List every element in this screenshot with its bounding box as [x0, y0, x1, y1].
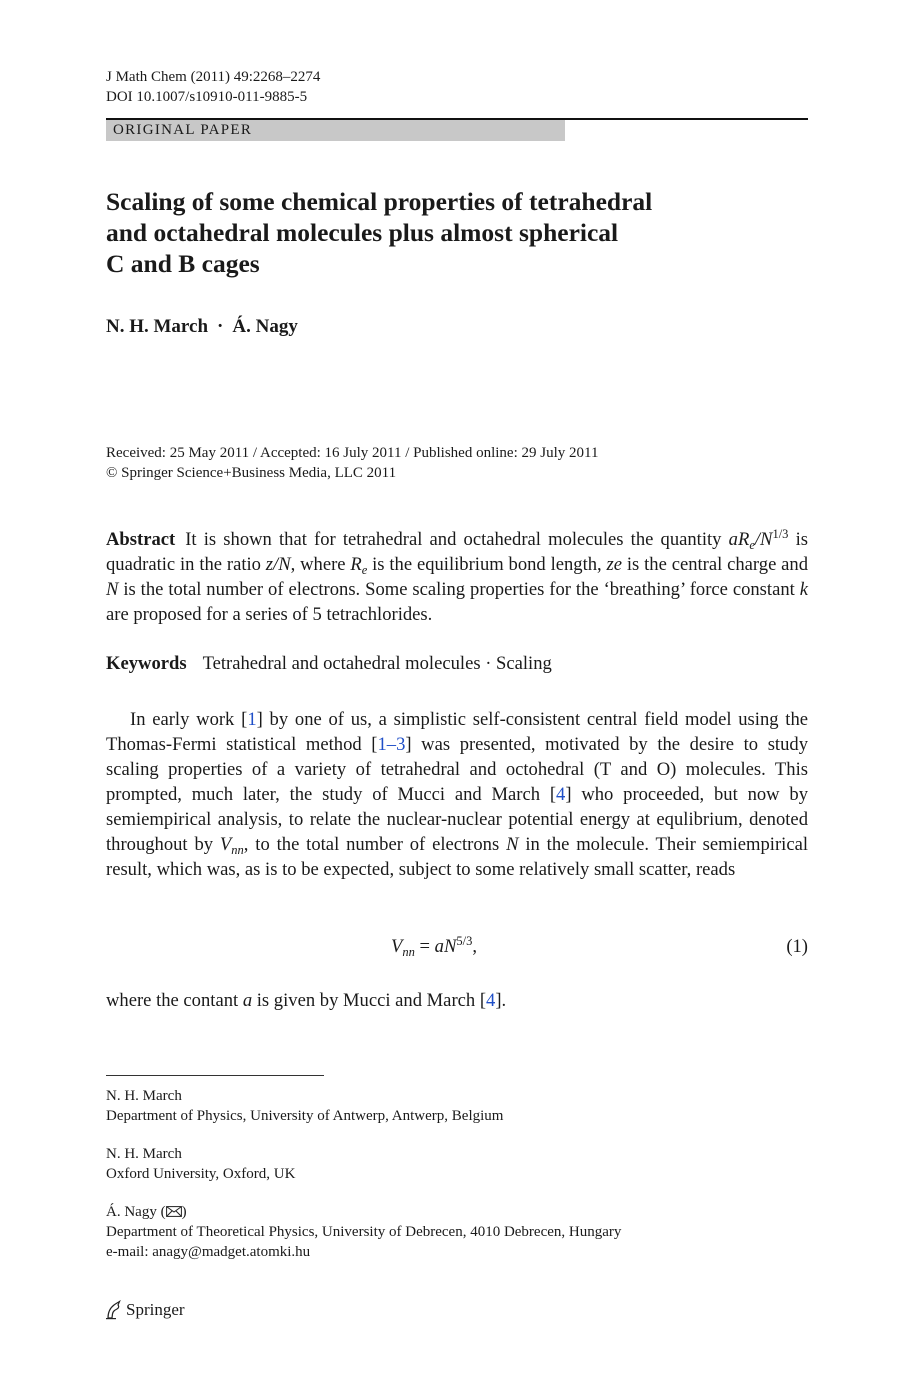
affiliation — [106, 1202, 621, 1262]
title-line: C and B cages — [106, 249, 260, 278]
affiliation-address: Department of Physics, University of Antwerp, Antwerp, Belgium — [106, 1108, 504, 1124]
article-type-bar — [106, 120, 565, 141]
math-term: aN — [434, 936, 457, 957]
math-var: /N — [754, 529, 773, 550]
body-text: In early work [ — [130, 709, 248, 730]
abstract-text: is the total number of electrons. Some scaling properties for the ‘breathing’ force constant — [118, 579, 800, 600]
abstract-text: are proposed for a series of 5 tetrachlorides. — [106, 604, 433, 625]
journal-citation: J Math Chem (2011) 49:2268–2274 — [106, 69, 321, 85]
math-sub: e — [361, 563, 368, 577]
math-term: k — [799, 579, 808, 600]
math-operator: = — [414, 936, 435, 957]
math-term: a — [242, 990, 253, 1011]
affiliation-name: Á. Nagy — [106, 1204, 157, 1220]
springer-horse-icon — [104, 1300, 122, 1320]
body-text: ] who proceeded, but now by semiempirical analysis, to relate the nuclear-nuclear potential energy at equlibrium, denoted throughout by — [106, 784, 808, 855]
math-sup: 1/3 — [772, 527, 789, 541]
abstract-text: , where — [290, 554, 351, 575]
body-text: , to the total number of electrons — [243, 834, 507, 855]
math-term: R — [350, 554, 362, 575]
math-sub: e — [749, 538, 755, 552]
math-term: V — [391, 936, 403, 957]
body-text: ] was presented, motivated by the desire to study scaling properties of a variety of tetrahedral and octohedral (T and O) molecules. This prompted, much later, the study of Mucci and March [ — [106, 734, 808, 805]
affiliation-name: N. H. March — [106, 1088, 182, 1104]
body-text: in the molecule. Their semiempirical result, which was, as is to be expected, subject to some relatively small scatter, reads — [106, 834, 808, 880]
equation-number: (1) — [786, 936, 808, 957]
body-text: ] by one of us, a simplistic self-consistent central field model using the Thomas-Fermi statistical method [ — [106, 709, 808, 755]
equation-body — [391, 934, 477, 959]
publisher-footer — [104, 1299, 185, 1321]
footnote-rule — [106, 1075, 324, 1076]
email-address[interactable]: e-mail: anagy@madget.atomki.hu — [106, 1244, 311, 1260]
math-sup: 5/3 — [456, 934, 473, 948]
author-name: Á. Nagy — [232, 316, 298, 337]
citation-link[interactable]: 4 — [486, 990, 496, 1011]
dates-line: Received: 25 May 2011 / Accepted: 16 July 2011 / Published online: 29 July 2011 — [106, 445, 599, 461]
author-separator: · — [217, 316, 224, 337]
keywords — [106, 651, 552, 676]
envelope-icon[interactable] — [166, 1206, 182, 1217]
math-term: ze — [606, 554, 623, 575]
title-line: Scaling of some chemical properties of tetrahedral — [106, 187, 653, 216]
doi: DOI 10.1007/s10910-011-9885-5 — [106, 89, 308, 105]
math-term — [729, 529, 773, 550]
abstract-text: is the equilibrium bond length, — [367, 554, 607, 575]
citation-link[interactable]: 4 — [556, 784, 566, 805]
affiliation — [106, 1144, 295, 1184]
copyright-line: © Springer Science+Business Media, LLC 2011 — [106, 465, 397, 481]
affiliation-name: N. H. March — [106, 1146, 182, 1162]
affiliation-address: Oxford University, Oxford, UK — [106, 1166, 296, 1182]
abstract — [106, 527, 808, 627]
affiliation — [106, 1086, 503, 1126]
math-sub: nn — [402, 945, 415, 959]
publication-history — [106, 443, 598, 483]
abstract-text: is the central charge and — [622, 554, 809, 575]
author-name: N. H. March — [106, 316, 209, 337]
after-equation-text — [106, 988, 506, 1013]
corresponding-author: Á. Nagy ( ) — [106, 1204, 187, 1220]
keywords-label: Keywords — [106, 653, 187, 674]
abstract-label: Abstract — [106, 529, 176, 550]
abstract-text: is quadratic in the ratio — [106, 529, 808, 575]
math-term: z/N — [265, 554, 291, 575]
math-term: V — [219, 834, 232, 855]
affiliation-address: Department of Theoretical Physics, University of Debrecen, 4010 Debrecen, Hungary — [106, 1224, 622, 1240]
abstract-text: It is shown that for tetrahedral and octahedral molecules the quantity — [185, 529, 722, 550]
math-term: N — [506, 834, 519, 855]
intro-paragraph — [106, 707, 808, 882]
intro-section — [106, 707, 808, 882]
equation-1 — [106, 934, 808, 962]
keywords-text: Tetrahedral and octahedral molecules · Scaling — [202, 653, 552, 674]
math-term: N — [106, 579, 119, 600]
author-list — [106, 315, 298, 339]
body-text: where the contant — [106, 990, 243, 1011]
publisher-name: Springer — [126, 1300, 185, 1319]
math-sub: nn — [231, 843, 244, 857]
body-text: is given by Mucci and March [ — [252, 990, 487, 1011]
title-line: and octahedral molecules plus almost spherical — [106, 218, 619, 247]
paper-title — [106, 186, 746, 279]
article-type-label: ORIGINAL PAPER — [113, 122, 253, 138]
body-text: ]. — [495, 990, 507, 1011]
citation-link[interactable]: 1 — [247, 709, 257, 730]
journal-header — [106, 67, 320, 107]
citation-link[interactable]: 1–3 — [377, 734, 406, 755]
math-punct: , — [472, 936, 477, 957]
math-var: aR — [728, 529, 750, 550]
